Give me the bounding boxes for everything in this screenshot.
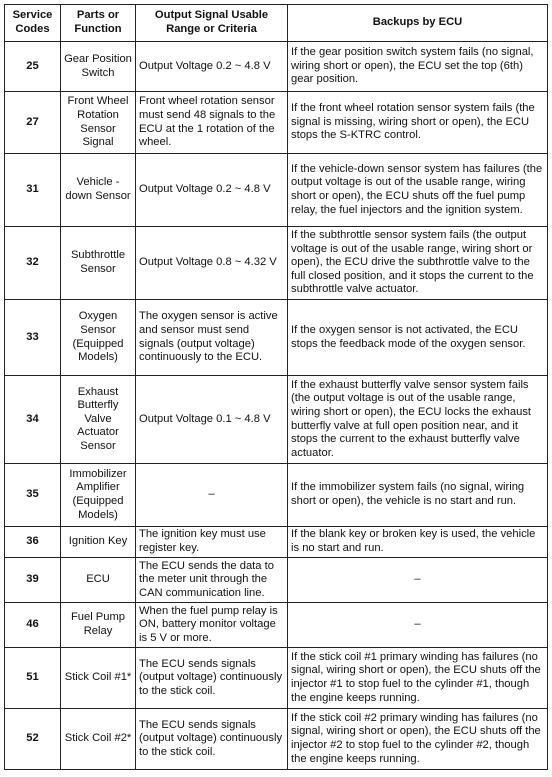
service-code-cell: 32 [5, 227, 61, 300]
service-code-cell: 46 [5, 603, 61, 648]
signal-cell: Output Voltage 0.8 ~ 4.32 V [136, 227, 288, 300]
backup-cell: If the exhaust butterfly valve sensor system fails (the output voltage is out of the usable range, wiring short or open), the ECU locks the exhaust butterfly valve at full open position near, and it stops the current to the exhaust butterfly valve actuator. [288, 376, 548, 464]
service-code-cell: 39 [5, 558, 61, 603]
part-cell: Vehicle -down Sensor [61, 154, 136, 227]
signal-cell: Front wheel rotation sensor must send 48 signals to the ECU at the 1 rotation of the wheel. [136, 92, 288, 154]
header-service-codes: Service Codes [5, 5, 61, 42]
header-output-signal: Output Signal Usable Range or Criteria [136, 5, 288, 42]
signal-cell: When the fuel pump relay is ON, battery monitor voltage is 5 V or more. [136, 603, 288, 648]
backup-cell: – [288, 603, 548, 648]
backup-cell: If the oxygen sensor is not activated, the ECU stops the feedback mode of the oxygen sensor. [288, 300, 548, 376]
service-code-cell: 35 [5, 464, 61, 527]
table-row [5, 464, 548, 527]
service-code-cell: 27 [5, 92, 61, 154]
table-row [5, 300, 548, 376]
table-row [5, 154, 548, 227]
signal-cell: Output Voltage 0.1 ~ 4.8 V [136, 376, 288, 464]
backup-cell: If the stick coil #2 primary winding has failures (no signal, wiring short or open), the ECU shuts off the injector #2 to stop fuel to the cylinder #2, though the engine keeps running. [288, 709, 548, 770]
table-row [5, 227, 548, 300]
service-code-cell: 34 [5, 376, 61, 464]
part-cell: Exhaust Butterfly Valve Actuator Sensor [61, 376, 136, 464]
header-parts-or-function: Parts or Function [61, 5, 136, 42]
table-row [5, 376, 548, 464]
signal-cell: The ECU sends signals (output voltage) continuously to the stick coil. [136, 648, 288, 709]
backup-cell: If the stick coil #1 primary winding has failures (no signal, wiring short or open), the ECU shuts off the injector #1 to stop fuel to the cylinder #1, though the engine keeps running. [288, 648, 548, 709]
part-cell: Stick Coil #1* [61, 648, 136, 709]
part-cell: Oxygen Sensor (Equipped Models) [61, 300, 136, 376]
part-cell: Stick Coil #2* [61, 709, 136, 770]
header-backups-by-ecu: Backups by ECU [288, 5, 548, 42]
part-cell: Subthrottle Sensor [61, 227, 136, 300]
table-row [5, 603, 548, 648]
backup-cell: If the gear position switch system fails (no signal, wiring short or open), the ECU set the top (6th) gear position. [288, 42, 548, 92]
service-code-cell: 31 [5, 154, 61, 227]
signal-cell: The ECU sends the data to the meter unit through the CAN communication line. [136, 558, 288, 603]
backup-cell: If the front wheel rotation sensor system fails (the signal is missing, wiring short or open), the ECU stops the S-KTRC control. [288, 92, 548, 154]
service-code-cell: 52 [5, 709, 61, 770]
table-row [5, 558, 548, 603]
part-cell: Gear Position Switch [61, 42, 136, 92]
part-cell: Fuel Pump Relay [61, 603, 136, 648]
service-code-cell: 25 [5, 42, 61, 92]
part-cell: Immobilizer Amplifier (Equipped Models) [61, 464, 136, 527]
service-code-cell: 36 [5, 527, 61, 558]
signal-cell: Output Voltage 0.2 ~ 4.8 V [136, 42, 288, 92]
backup-cell: If the immobilizer system fails (no signal, wiring short or open), the vehicle is no start and run. [288, 464, 548, 527]
backup-cell: If the subthrottle sensor system fails (the output voltage is out of the usable range, wiring short or open), the ECU drive the subthrottle valve to the full closed position, and it stops the current to the subthrottle valve actuator. [288, 227, 548, 300]
part-cell: Ignition Key [61, 527, 136, 558]
header-row [5, 5, 548, 42]
table-row [5, 527, 548, 558]
signal-cell: – [136, 464, 288, 527]
part-cell: ECU [61, 558, 136, 603]
table-row [5, 709, 548, 770]
signal-cell: The ECU sends signals (output voltage) continuously to the stick coil. [136, 709, 288, 770]
service-code-cell: 51 [5, 648, 61, 709]
service-code-cell: 33 [5, 300, 61, 376]
signal-cell: Output Voltage 0.2 ~ 4.8 V [136, 154, 288, 227]
table-row [5, 42, 548, 92]
service-code-table [4, 4, 548, 770]
backup-cell: If the vehicle-down sensor system has failures (the output voltage is out of the usable range, wiring short or open), the ECU shuts off the fuel pump relay, the fuel injectors and the ignition system. [288, 154, 548, 227]
part-cell: Front Wheel Rotation Sensor Signal [61, 92, 136, 154]
signal-cell: The ignition key must use register key. [136, 527, 288, 558]
backup-cell: If the blank key or broken key is used, the vehicle is no start and run. [288, 527, 548, 558]
signal-cell: The oxygen sensor is active and sensor must send signals (output voltage) continuously to the ECU. [136, 300, 288, 376]
table-row [5, 648, 548, 709]
table-row [5, 92, 548, 154]
backup-cell: – [288, 558, 548, 603]
